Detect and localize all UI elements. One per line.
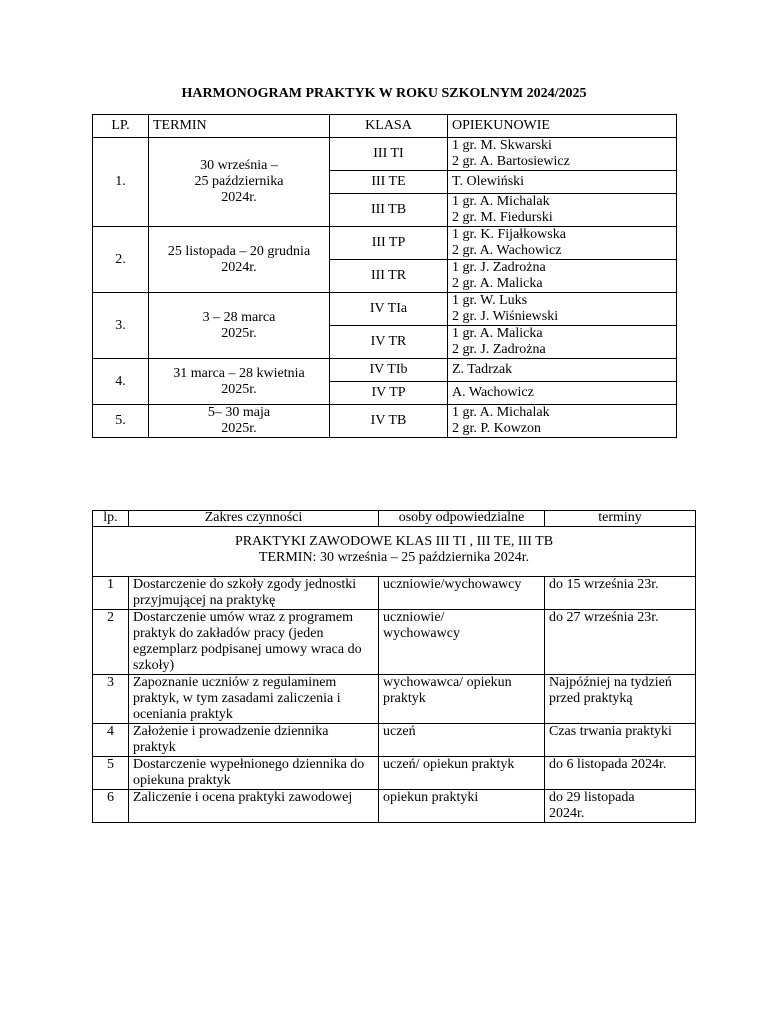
schedule-table <box>92 114 677 438</box>
tasks-lp-cell: 2 <box>93 610 129 675</box>
schedule-termin-cell: 30 września – 25 października 2024r. <box>149 138 330 227</box>
schedule-lp-cell: 1. <box>93 138 149 227</box>
schedule-klasa-cell: III TB <box>330 194 448 227</box>
schedule-klasa-cell: IV TB <box>330 405 448 438</box>
tasks-row <box>93 610 696 675</box>
tasks-zakres-cell: Dostarczenie umów wraz z programem praktyk do zakładów pracy (jeden egzemplarz podpisanej umowy wraca do szkoły) <box>129 610 379 675</box>
schedule-row <box>93 405 677 438</box>
schedule-klasa-cell: IV TIb <box>330 359 448 382</box>
schedule-klasa-cell: III TP <box>330 227 448 260</box>
schedule-termin-cell: 31 marca – 28 kwietnia 2025r. <box>149 359 330 405</box>
schedule-opiekun-cell: 1 gr. A. Michalak 2 gr. P. Kowzon <box>448 405 677 438</box>
schedule-opiekun-cell: 1 gr. M. Skwarski 2 gr. A. Bartosiewicz <box>448 138 677 171</box>
schedule-row <box>93 359 677 382</box>
tasks-zakres-cell: Dostarczenie do szkoły zgody jednostki przyjmującej na praktykę <box>129 577 379 610</box>
tasks-osoby-cell: uczniowie/wychowawcy <box>379 577 545 610</box>
schedule-header-row <box>93 115 677 138</box>
tasks-lp-cell: 6 <box>93 790 129 823</box>
tasks-zakres-cell: Założenie i prowadzenie dziennika praktyk <box>129 724 379 757</box>
tasks-header-cell: osoby odpowiedzialne <box>379 511 545 527</box>
schedule-lp-cell: 4. <box>93 359 149 405</box>
tasks-terminy-cell: do 6 listopada 2024r. <box>545 757 696 790</box>
tasks-header-cell: terminy <box>545 511 696 527</box>
schedule-termin-cell: 25 listopada – 20 grudnia 2024r. <box>149 227 330 293</box>
schedule-klasa-cell: IV TP <box>330 382 448 405</box>
tasks-header-cell: lp. <box>93 511 129 527</box>
tasks-lp-cell: 3 <box>93 675 129 724</box>
schedule-opiekun-cell: A. Wachowicz <box>448 382 677 405</box>
tasks-osoby-cell: opiekun praktyki <box>379 790 545 823</box>
tasks-section-cell <box>93 527 696 577</box>
schedule-row <box>93 138 677 171</box>
schedule-header-cell: OPIEKUNOWIE <box>448 115 677 138</box>
schedule-lp-cell: 3. <box>93 293 149 359</box>
tasks-terminy-cell: do 29 listopada 2024r. <box>545 790 696 823</box>
tasks-osoby-cell: wychowawca/ opiekun praktyk <box>379 675 545 724</box>
schedule-klasa-cell: III TI <box>330 138 448 171</box>
tasks-table <box>92 510 696 823</box>
tasks-header-row <box>93 511 696 527</box>
tasks-section-title: PRAKTYKI ZAWODOWE KLAS III TI , III TE, III TB <box>234 534 554 549</box>
schedule-row <box>93 293 677 326</box>
schedule-klasa-cell: IV TR <box>330 326 448 359</box>
tasks-terminy-cell: do 15 września 23r. <box>545 577 696 610</box>
tasks-lp-cell: 5 <box>93 757 129 790</box>
tasks-row <box>93 790 696 823</box>
schedule-termin-cell: 5– 30 maja 2025r. <box>149 405 330 438</box>
tasks-lp-cell: 4 <box>93 724 129 757</box>
tasks-zakres-cell: Zapoznanie uczniów z regulaminem praktyk, w tym zasadami zaliczenia i oceniania praktyk <box>129 675 379 724</box>
tasks-row <box>93 675 696 724</box>
tasks-row <box>93 724 696 757</box>
schedule-lp-cell: 5. <box>93 405 149 438</box>
tasks-zakres-cell: Zaliczenie i ocena praktyki zawodowej <box>129 790 379 823</box>
schedule-header-cell: LP. <box>93 115 149 138</box>
schedule-klasa-cell: III TR <box>330 260 448 293</box>
schedule-termin-cell: 3 – 28 marca 2025r. <box>149 293 330 359</box>
tasks-row <box>93 577 696 610</box>
schedule-opiekun-cell: Z. Tadrzak <box>448 359 677 382</box>
schedule-row <box>93 227 677 260</box>
schedule-opiekun-cell: 1 gr. A. Michalak 2 gr. M. Fiedurski <box>448 194 677 227</box>
tasks-header-cell: Zakres czynności <box>129 511 379 527</box>
schedule-klasa-cell: IV TIa <box>330 293 448 326</box>
schedule-lp-cell: 2. <box>93 227 149 293</box>
schedule-opiekun-cell: 1 gr. A. Malicka 2 gr. J. Zadrożna <box>448 326 677 359</box>
schedule-header-cell: KLASA <box>330 115 448 138</box>
schedule-klasa-cell: III TE <box>330 171 448 194</box>
tasks-terminy-cell: do 27 września 23r. <box>545 610 696 675</box>
tasks-lp-cell: 1 <box>93 577 129 610</box>
schedule-header-cell: TERMIN <box>149 115 330 138</box>
schedule-opiekun-cell: 1 gr. W. Luks 2 gr. J. Wiśniewski <box>448 293 677 326</box>
tasks-zakres-cell: Dostarczenie wypełnionego dziennika do opiekuna praktyk <box>129 757 379 790</box>
tasks-row <box>93 757 696 790</box>
tasks-section-term: TERMIN: 30 września – 25 października 2024r. <box>258 550 530 565</box>
schedule-opiekun-cell: 1 gr. K. Fijałkowska 2 gr. A. Wachowicz <box>448 227 677 260</box>
document-title: HARMONOGRAM PRAKTYK W ROKU SZKOLNYM 2024/2025 <box>181 86 587 101</box>
tasks-osoby-cell: uczeń/ opiekun praktyk <box>379 757 545 790</box>
tasks-terminy-cell: Najpóźniej na tydzień przed praktyką <box>545 675 696 724</box>
tasks-osoby-cell: uczeń <box>379 724 545 757</box>
tasks-terminy-cell: Czas trwania praktyki <box>545 724 696 757</box>
schedule-opiekun-cell: 1 gr. J. Zadrożna 2 gr. A. Malicka <box>448 260 677 293</box>
tasks-section-row <box>93 527 696 577</box>
schedule-opiekun-cell: T. Olewiński <box>448 171 677 194</box>
tasks-osoby-cell: uczniowie/ wychowawcy <box>379 610 545 675</box>
